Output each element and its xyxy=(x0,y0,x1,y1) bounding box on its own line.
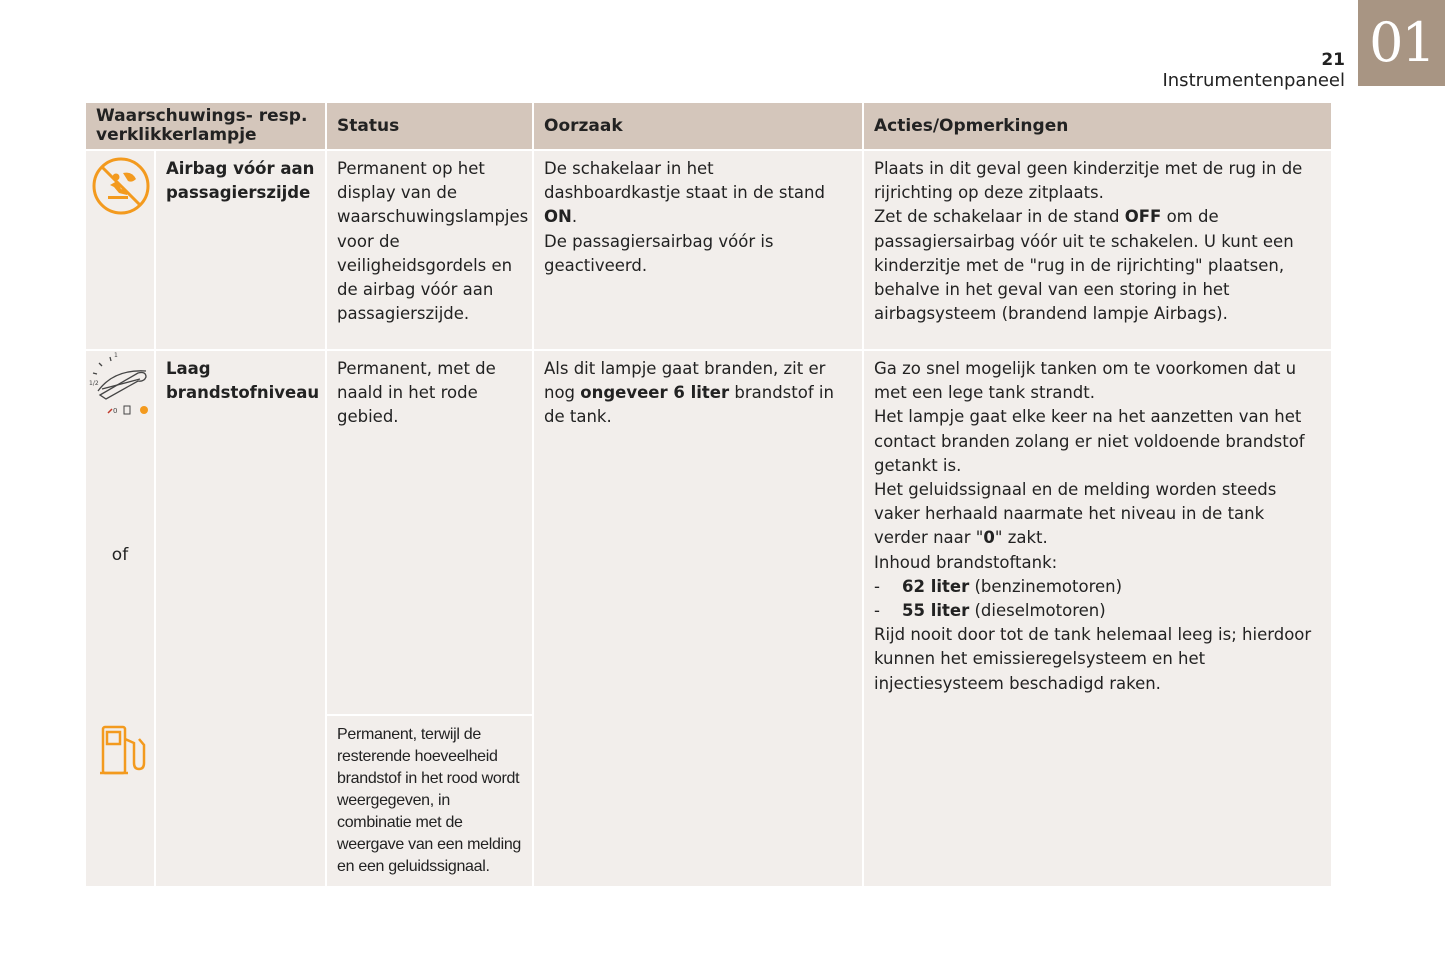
list-item xyxy=(874,599,1321,623)
table-row-fuel-cause xyxy=(534,351,862,886)
actions-airbag-p2-end: om de passagiersairbag vóór uit te schakelen. U kunt een kinderzitje met de "rug in de rijrichting" plaatsen, behalve in het geval van een storing in het airbagsysteem (brandend lampje Airbags). xyxy=(874,207,1294,324)
column-header-actions-label: Acties/Opmerkingen xyxy=(874,115,1069,136)
actions-fuel-p4: Inhoud brandstoftank: xyxy=(874,552,1058,572)
list-dash: - xyxy=(874,576,880,596)
table-row-airbag-name xyxy=(156,151,325,349)
cause-fuel-end: brandstof in de tank. xyxy=(544,383,834,427)
table-row-airbag-status xyxy=(327,151,532,349)
list-item-bold: 62 liter xyxy=(902,576,970,596)
list-item-text xyxy=(902,575,1122,599)
cause-fuel xyxy=(544,357,852,430)
column-header-lamp xyxy=(86,103,325,149)
cause-airbag-end: . xyxy=(571,207,578,227)
column-header-cause xyxy=(534,103,862,149)
list-item-text xyxy=(902,599,1106,623)
actions-fuel-p3-end: " zakt. xyxy=(994,528,1048,548)
cause-airbag-line1 xyxy=(544,157,852,230)
section-title: Instrumentenpaneel xyxy=(1162,70,1345,91)
table-row-fuel-icon-cell xyxy=(86,351,154,886)
actions-airbag-p2-start: Zet de schakelaar in de stand xyxy=(874,207,1125,227)
list-item-rest: (dieselmotoren) xyxy=(969,601,1106,621)
svg-text:1: 1 xyxy=(114,352,118,359)
page-number: 21 xyxy=(1321,50,1345,70)
status-airbag: Permanent op het display van de waarschuwingslampjes voor de veiligheidsgordels en de airbag vóór aan passagierszijde. xyxy=(337,159,529,324)
table-row-fuel-name xyxy=(156,351,325,886)
table-row-airbag-actions xyxy=(864,151,1331,349)
fuel-gauge-icon xyxy=(86,351,154,421)
or-label: of xyxy=(111,545,129,565)
table-row-fuel-status-alt xyxy=(327,716,532,886)
column-header-lamp-label: Waarschuwings- resp. verklikkerlampje xyxy=(96,106,308,145)
status-fuel-alt: Permanent, terwijl de resterende hoeveelheid brandstof in het rood wordt weergegeven, in combinatie met de weergave van een melding en een geluidssignaal. xyxy=(337,726,522,875)
cause-airbag-bold: ON xyxy=(544,207,572,227)
actions-fuel-p2: Het lampje gaat elke keer na het aanzetten van het contact branden zolang er niet voldoende brandstof getankt is. xyxy=(874,407,1305,475)
actions-fuel-p3 xyxy=(874,478,1321,551)
list-dash: - xyxy=(874,601,880,621)
cause-fuel-bold: ongeveer 6 liter xyxy=(580,383,730,403)
svg-text:0: 0 xyxy=(113,407,118,415)
actions-airbag-p1: Plaats in dit geval geen kinderzitje met de rug in de rijrichting op deze zitplaats. xyxy=(874,159,1303,203)
cause-airbag-line2: De passagiersairbag vóór is geactiveerd. xyxy=(544,231,774,275)
lamp-name-fuel: Laag brandstofniveau xyxy=(166,359,320,403)
actions-airbag-p2-bold: OFF xyxy=(1124,207,1162,227)
actions-fuel-p3-start: Het geluidssignaal en de melding worden steeds vaker herhaald naarmate het niveau in de tank verder naar " xyxy=(874,480,1277,548)
status-fuel: Permanent, met de naald in het rode gebied. xyxy=(337,359,496,427)
column-header-actions xyxy=(864,103,1331,149)
svg-text:1/2: 1/2 xyxy=(89,380,99,387)
column-header-cause-label: Oorzaak xyxy=(544,115,623,136)
list-item xyxy=(874,575,1321,599)
list-item-rest: (benzinemotoren) xyxy=(969,576,1123,596)
column-header-status-label: Status xyxy=(337,115,400,136)
list-item-bold: 55 liter xyxy=(902,601,970,621)
column-header-status xyxy=(327,103,532,149)
cause-airbag-text: De schakelaar in het dashboardkastje staat in de stand xyxy=(544,159,825,203)
lamp-name-airbag: Airbag vóór aan passagierszijde xyxy=(166,159,315,203)
chapter-tab: 01 xyxy=(1358,0,1445,86)
table-row-airbag-cause xyxy=(534,151,862,349)
actions-airbag-p2 xyxy=(874,205,1321,326)
actions-fuel-p3-bold: 0 xyxy=(983,528,995,548)
actions-fuel-p1: Ga zo snel mogelijk tanken om te voorkomen dat u met een lege tank strandt. xyxy=(874,359,1297,403)
fuel-pump-icon xyxy=(86,723,154,783)
table-row-fuel-status xyxy=(327,351,532,714)
table-row-fuel-actions xyxy=(864,351,1331,886)
table-row-airbag-icon-cell xyxy=(86,151,154,349)
actions-fuel-p5: Rijd nooit door tot de tank helemaal leeg is; hierdoor kunnen het emissieregelsysteem en het injectiesysteem beschadigd raken. xyxy=(874,625,1312,693)
airbag-off-icon xyxy=(86,151,154,221)
cause-fuel-start: Als dit lampje gaat branden, zit er nog xyxy=(544,359,826,403)
